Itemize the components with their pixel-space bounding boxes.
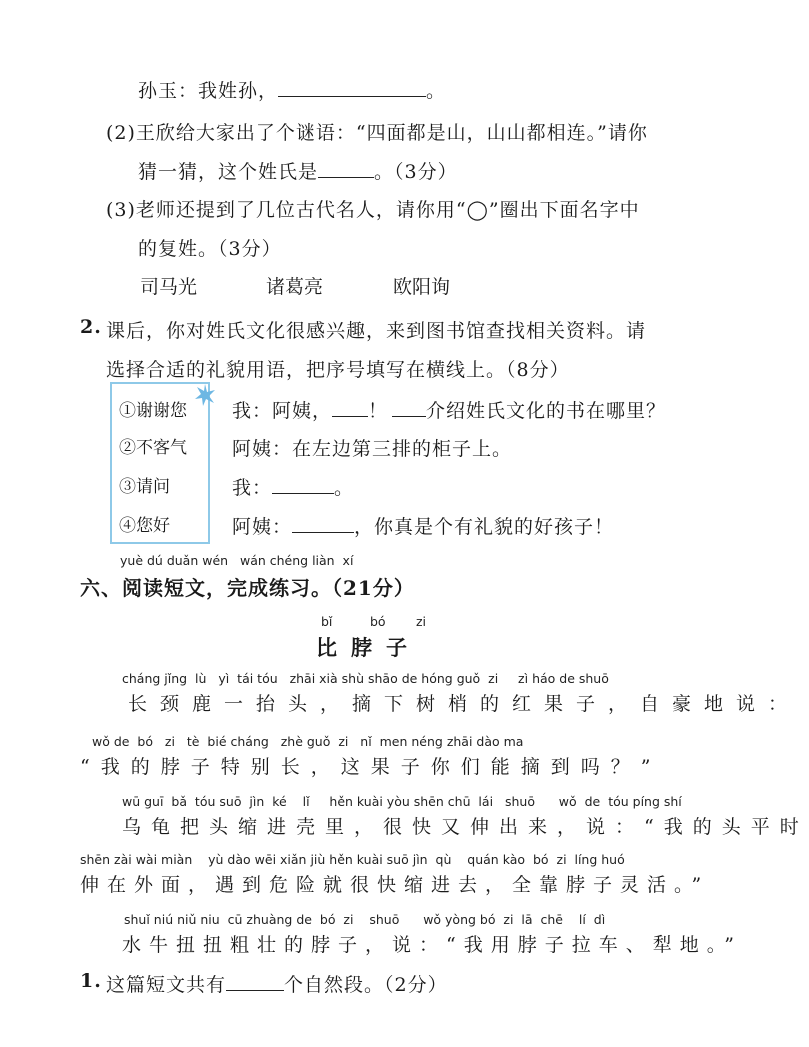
p2-text: “我的脖子特别长，这果子你们能摘到吗？” [80, 756, 662, 778]
section6-heading: 六、阅读短文，完成练习。（21分） [80, 576, 415, 600]
dialogue-line-1: 我：阿姨， ！ 介绍姓氏文化的书在哪里？ [232, 400, 667, 422]
q2-line1: 课后，你对姓氏文化很感兴趣，来到图书馆查找相关资料。请 [106, 320, 647, 342]
dialogue-line-4: 阿姨： ，你真是个有礼貌的好孩子！ [232, 516, 615, 538]
p3-pinyin: wū guī bǎ tóu suō jìn ké lǐ hěn kuài yòu shēn chū lái shuō wǒ de tóu píng shí [122, 794, 682, 809]
choice-you-are-welcome: ②不客气 [119, 438, 187, 458]
q-last-number: 1. [80, 970, 102, 992]
title-pinyin-bo: bó [370, 614, 386, 629]
choice-thank-you: ①谢谢您 [119, 401, 187, 421]
star-decoration-icon [192, 382, 218, 408]
dialogue-blank-2[interactable] [392, 415, 426, 417]
q1-sub2-line2: 猜一猜，这个姓氏是 。（3分） [138, 161, 458, 183]
dialogue-blank-3[interactable] [272, 492, 334, 494]
riddle-answer-blank[interactable] [318, 176, 374, 178]
section6-pinyin: yuè dú duǎn wén wán chéng liàn xí [120, 553, 354, 568]
title-pinyin-zi: zi [416, 614, 427, 629]
p5-pinyin: shuǐ niú niǔ niu cū zhuàng de bó zi shuō wǒ yòng bó zi lā chē lí dì [124, 912, 606, 927]
q1-sub3-line2: 的复姓。（3分） [138, 238, 282, 260]
name-ouyang-xun[interactable]: 欧阳询 [393, 276, 451, 298]
q2-number: 2. [80, 316, 102, 338]
p1-pinyin: cháng jǐng lù yì tái tóu zhāi xià shù shāo de hóng guǒ zi zì háo de shuō [122, 671, 609, 686]
story-title: 比脖子 [316, 635, 421, 660]
surname-answer-blank[interactable] [278, 95, 426, 97]
name-zhuge-liang[interactable]: 诸葛亮 [266, 276, 324, 298]
p1-text: 长颈鹿一抬头，摘下树梢的红果子，自豪地说： [128, 693, 801, 715]
dialogue-line-2: 阿姨：在左边第三排的柜子上。 [232, 438, 513, 460]
dialogue-blank-4[interactable] [292, 531, 354, 533]
q1-sub2-line1: (2)王欣给大家出了个谜语：“四面都是山，山山都相连。”请你 [106, 122, 648, 144]
q-last-line: 这篇短文共有 个自然段。（2分） [106, 974, 448, 996]
q1-sub3-line1: (3)老师还提到了几位古代名人，请你用“◯”圈出下面名字中 [106, 199, 640, 221]
p5-text: 水牛扭扭粗壮的脖子，说：“我用脖子拉车、犁地。” [122, 934, 742, 956]
p2-pinyin: wǒ de bó zi tè bié cháng zhè guǒ zi nǐ men néng zhāi dào ma [92, 734, 524, 749]
dialogue-line-3: 我： 。 [232, 477, 355, 499]
dialogue-blank-1[interactable] [332, 415, 368, 417]
choice-excuse-me: ③请问 [119, 477, 170, 497]
q2-line2: 选择合适的礼貌用语，把序号填写在横线上。（8分） [106, 359, 570, 381]
paragraph-count-blank[interactable] [226, 989, 284, 991]
choice-hello: ④您好 [119, 516, 170, 536]
p4-pinyin: shēn zài wài miàn yù dào wēi xiǎn jiù hěn kuài suō jìn qù quán kào bó zi líng huó [80, 852, 625, 867]
title-pinyin-bi: bǐ [321, 614, 333, 629]
p3-text: 乌龟把头缩进壳里，很快又伸出来，说：“我的头平时 [122, 816, 809, 838]
q1-sun-line: 孙玉：我姓孙， 。 [138, 80, 447, 102]
name-sima-guang[interactable]: 司马光 [140, 276, 198, 298]
p4-text: 伸在外面，遇到危险就很快缩进去，全靠脖子灵活。” [80, 874, 710, 896]
